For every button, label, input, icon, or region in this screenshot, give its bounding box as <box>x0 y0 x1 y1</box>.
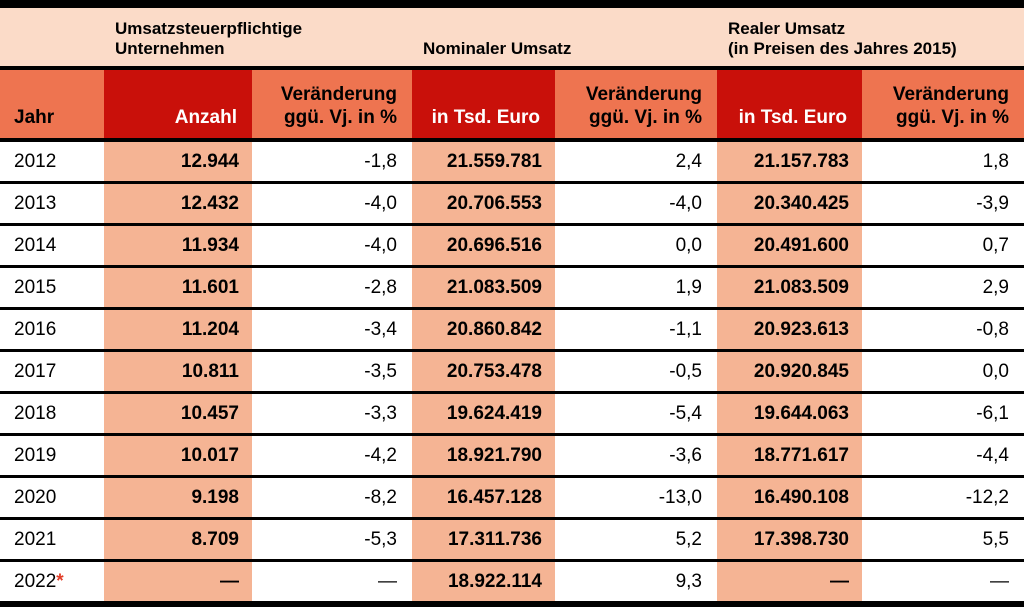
column-header-row <box>0 70 1024 138</box>
footnote-asterisk: * <box>56 570 64 592</box>
table-row-2015 <box>0 268 1024 310</box>
cell-jahr <box>0 394 104 433</box>
cell-nominal-veraenderung: -13,0 <box>658 486 702 508</box>
cell-anzahl: 11.204 <box>104 310 252 349</box>
cell-anzahl-veraenderung: -4,2 <box>364 444 397 466</box>
col-header-anzahl-veraenderung: Veränderung ggü. Vj. in % <box>252 70 412 138</box>
cell-real-veraenderung: — <box>990 570 1009 592</box>
cell-real-veraenderung: -6,1 <box>976 402 1009 424</box>
table-row-2017 <box>0 352 1024 394</box>
year-value: 2018 <box>14 402 57 424</box>
cell-jahr <box>0 436 104 475</box>
group-header-row <box>0 8 1024 66</box>
cell-real-veraenderung: -0,8 <box>976 318 1009 340</box>
cell-nominal-veraenderung: 0,0 <box>675 234 702 256</box>
cell-real-umsatz: 19.644.063 <box>717 394 862 433</box>
cell-nominal-veraenderung: 2,4 <box>675 150 702 172</box>
cell-anzahl-veraenderung: -4,0 <box>364 192 397 214</box>
cell-real-umsatz: 21.083.509 <box>717 268 862 307</box>
cell-jahr <box>0 226 104 265</box>
cell-real-veraenderung: -12,2 <box>965 486 1009 508</box>
year-value: 2021 <box>14 528 57 550</box>
cell-anzahl: — <box>104 562 252 601</box>
cell-anzahl-veraenderung: -1,8 <box>364 150 397 172</box>
table-row-2013 <box>0 184 1024 226</box>
cell-nominal-umsatz: 20.696.516 <box>412 226 555 265</box>
col-header-nominal-tsd-euro: in Tsd. Euro <box>412 70 555 138</box>
cell-real-veraenderung: -3,9 <box>976 192 1009 214</box>
year-value: 2017 <box>14 360 57 382</box>
year-value: 2019 <box>14 444 57 466</box>
cell-nominal-veraenderung: -1,1 <box>669 318 702 340</box>
cell-nominal-umsatz: 19.624.419 <box>412 394 555 433</box>
table-top-border <box>0 0 1024 8</box>
cell-nominal-umsatz: 20.706.553 <box>412 184 555 223</box>
cell-anzahl: 12.432 <box>104 184 252 223</box>
cell-real-veraenderung: 2,9 <box>982 276 1009 298</box>
cell-nominal-umsatz: 20.753.478 <box>412 352 555 391</box>
cell-anzahl-veraenderung: -4,0 <box>364 234 397 256</box>
cell-nominal-umsatz: 21.083.509 <box>412 268 555 307</box>
cell-nominal-umsatz: 20.860.842 <box>412 310 555 349</box>
table-row-2021 <box>0 520 1024 562</box>
cell-real-veraenderung: -4,4 <box>976 444 1009 466</box>
cell-jahr <box>0 184 104 223</box>
cell-real-umsatz: 21.157.783 <box>717 142 862 181</box>
cell-nominal-umsatz: 21.559.781 <box>412 142 555 181</box>
cell-real-umsatz: 20.491.600 <box>717 226 862 265</box>
table-row-2016 <box>0 310 1024 352</box>
table-row-2022 <box>0 562 1024 601</box>
cell-anzahl: 10.457 <box>104 394 252 433</box>
cell-nominal-veraenderung: -5,4 <box>669 402 702 424</box>
cell-real-umsatz: 17.398.730 <box>717 520 862 559</box>
col-header-real-veraenderung: Veränderung ggü. Vj. in % <box>862 70 1024 138</box>
cell-anzahl: 12.944 <box>104 142 252 181</box>
year-value: 2015 <box>14 276 57 298</box>
year-value: 2013 <box>14 192 57 214</box>
cell-nominal-umsatz: 18.921.790 <box>412 436 555 475</box>
col-header-nominal-veraenderung: Veränderung ggü. Vj. in % <box>555 70 717 138</box>
cell-nominal-umsatz: 18.922.114 <box>412 562 555 601</box>
table-body <box>0 142 1024 601</box>
cell-anzahl-veraenderung: -5,3 <box>364 528 397 550</box>
cell-nominal-umsatz: 17.311.736 <box>412 520 555 559</box>
table-row-2018 <box>0 394 1024 436</box>
year-value: 2014 <box>14 234 57 256</box>
year-value: 2022 <box>14 570 57 592</box>
cell-real-umsatz: — <box>717 562 862 601</box>
cell-anzahl: 11.934 <box>104 226 252 265</box>
cell-real-umsatz: 20.920.845 <box>717 352 862 391</box>
cell-anzahl: 9.198 <box>104 478 252 517</box>
cell-anzahl-veraenderung: -3,5 <box>364 360 397 382</box>
cell-real-umsatz: 18.771.617 <box>717 436 862 475</box>
group-header-nominaler-umsatz <box>412 39 717 66</box>
cell-anzahl: 8.709 <box>104 520 252 559</box>
cell-nominal-veraenderung: -0,5 <box>669 360 702 382</box>
group-header-line: Unternehmen <box>115 38 225 58</box>
cell-anzahl-veraenderung: — <box>378 570 397 592</box>
cell-anzahl-veraenderung: -3,3 <box>364 402 397 424</box>
group-header-line: Umsatzsteuerpflichtige <box>115 18 303 38</box>
group-header-umsatzsteuerpflichtige-unternehmen <box>104 19 412 66</box>
table-row-2012 <box>0 142 1024 184</box>
cell-real-umsatz: 16.490.108 <box>717 478 862 517</box>
group-header-line: Nominaler Umsatz <box>423 38 572 58</box>
cell-nominal-veraenderung: -4,0 <box>669 192 702 214</box>
cell-jahr <box>0 142 104 181</box>
year-value: 2016 <box>14 318 57 340</box>
col-header-real-tsd-euro: in Tsd. Euro <box>717 70 862 138</box>
cell-jahr <box>0 478 104 517</box>
table-row-2020 <box>0 478 1024 520</box>
table-row-2019 <box>0 436 1024 478</box>
cell-nominal-veraenderung: -3,6 <box>669 444 702 466</box>
cell-real-veraenderung: 0,7 <box>982 234 1009 256</box>
cell-nominal-veraenderung: 9,3 <box>675 570 702 592</box>
cell-nominal-umsatz: 16.457.128 <box>412 478 555 517</box>
cell-anzahl-veraenderung: -8,2 <box>364 486 397 508</box>
group-header-line: (in Preisen des Jahres 2015) <box>728 38 957 58</box>
cell-jahr <box>0 352 104 391</box>
col-header-anzahl: Anzahl <box>104 70 252 138</box>
year-value: 2020 <box>14 486 57 508</box>
cell-real-veraenderung: 0,0 <box>982 360 1009 382</box>
cell-jahr <box>0 268 104 307</box>
cell-anzahl-veraenderung: -3,4 <box>364 318 397 340</box>
cell-anzahl-veraenderung: -2,8 <box>364 276 397 298</box>
col-header-jahr: Jahr <box>0 70 104 138</box>
cell-jahr <box>0 520 104 559</box>
year-value: 2012 <box>14 150 57 172</box>
cell-nominal-veraenderung: 1,9 <box>675 276 702 298</box>
cell-real-umsatz: 20.340.425 <box>717 184 862 223</box>
group-header-empty <box>0 59 104 66</box>
cell-real-umsatz: 20.923.613 <box>717 310 862 349</box>
cell-anzahl: 11.601 <box>104 268 252 307</box>
table-row-2014 <box>0 226 1024 268</box>
cell-real-veraenderung: 1,8 <box>982 150 1009 172</box>
cell-anzahl: 10.811 <box>104 352 252 391</box>
group-header-line: Realer Umsatz <box>728 18 846 38</box>
table-bottom-border <box>0 601 1024 607</box>
cell-anzahl: 10.017 <box>104 436 252 475</box>
cell-nominal-veraenderung: 5,2 <box>675 528 702 550</box>
cell-real-veraenderung: 5,5 <box>982 528 1009 550</box>
cell-jahr <box>0 562 104 601</box>
group-header-realer-umsatz <box>717 19 1024 66</box>
cell-jahr <box>0 310 104 349</box>
